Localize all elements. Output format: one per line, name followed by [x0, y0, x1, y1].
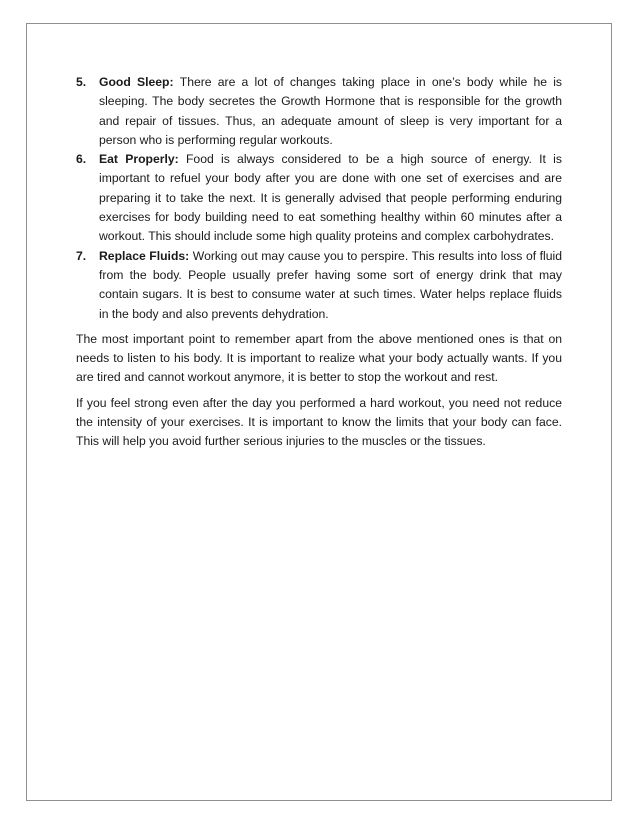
document-body [76, 73, 562, 452]
list-item-number: 6. [76, 152, 87, 167]
list-item-number: 7. [76, 248, 87, 263]
list-item [76, 73, 562, 150]
list-item-term: Replace Fluids: [99, 248, 193, 263]
paragraph: The most important point to remember apart from the above mentioned ones is that on needs to listen to his body. It is important to realize what your body actually wants. If you are tired and cannot workout anymore, it is better to stop the workout and rest. [76, 331, 562, 385]
list-item-term: Eat Properly: [99, 152, 186, 167]
list-item-text: Working out may cause you to perspire. This results into loss of fluid from the body. People usually prefer having some sort of energy drink that may contain sugars. It is best to consume water at such times. Water helps replace fluids in the body and also prevents dehydration. [99, 248, 563, 321]
list-item [76, 247, 562, 324]
list-item-term: Good Sleep: [99, 75, 180, 89]
list-item-text: Food is always considered to be a high source of energy. It is important to refuel your body after you are done with one set of exercises and are preparing it to take the next. It is generally advised that people performing enduring exercises for body building need to eat something healthy within 60 minutes after a workout. This should include some high quality proteins and complex carbohydrates. [99, 152, 562, 244]
list-item-text: There are a lot of changes taking place in one’s body while he is sleeping. The body secretes the Growth Hormone that is responsible for the growth and repair of tissues. Thus, an adequate amount of sleep is very important for a person who is performing regular workouts. [99, 75, 562, 147]
list-item-number: 5. [76, 75, 87, 89]
paragraph: If you feel strong even after the day you performed a hard workout, you need not reduce the intensity of your exercises. It is important to know the limits that your body can face. This will help you avoid further serious injuries to the muscles or the tissues. [76, 395, 562, 449]
numbered-list [76, 73, 562, 324]
list-item [76, 150, 562, 246]
